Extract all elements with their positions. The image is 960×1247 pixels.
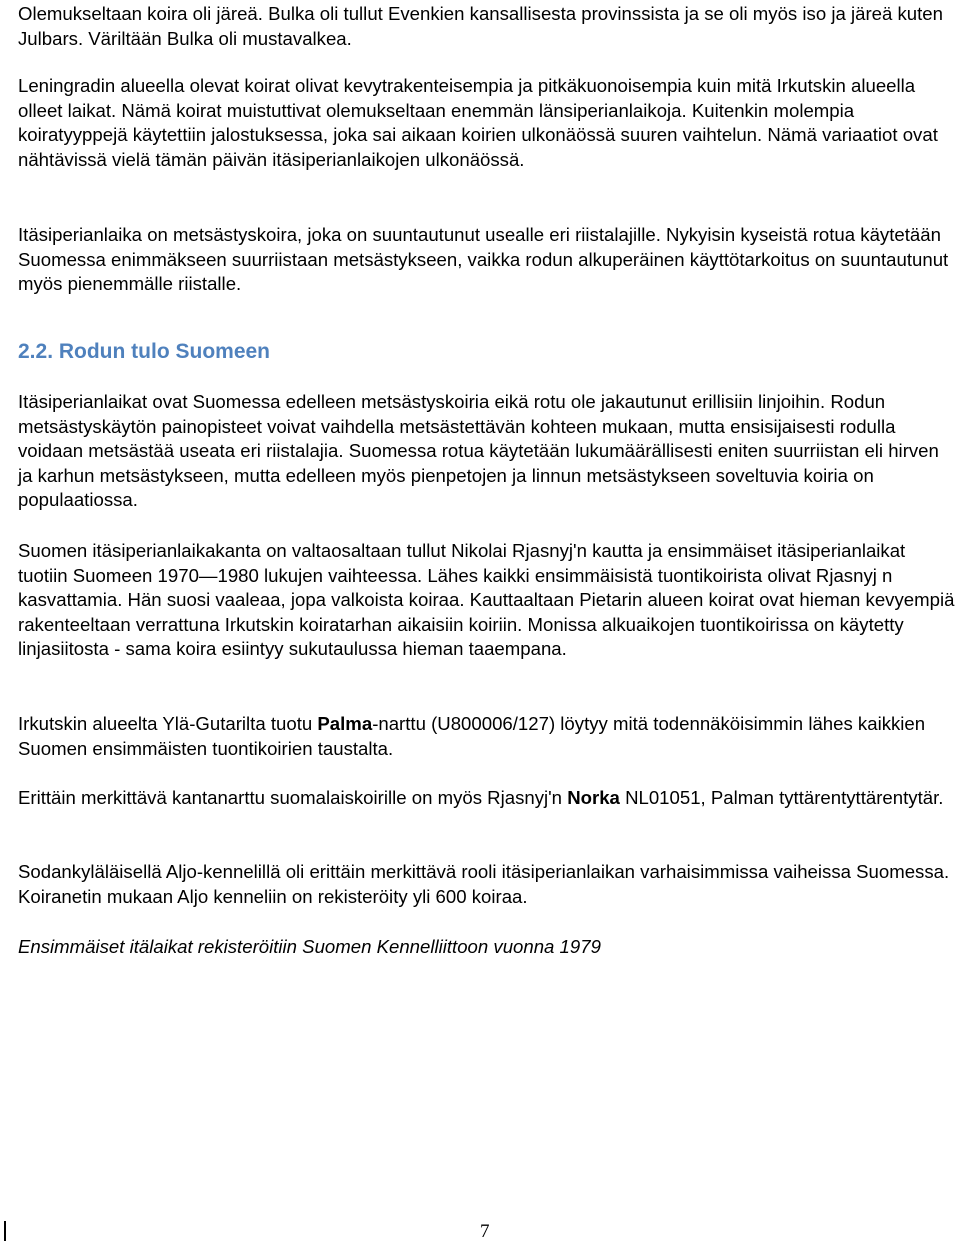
- paragraph-2: Leningradin alueella olevat koirat olivat kevytrakenteisempia ja pitkäkuonoisempia kuin mitä Irkutskin alueella olleet laikat. Nämä koirat muistuttivat olemukseltaan enemmän länsiperianlaikoja. Kuitenkin molempia koiratyyppejä käytettiin jalostuksessa, joka sai aikaan koirien ulkonäössä suuren vaihtelun. Nämä variaatiot ovat nähtävissä vielä tämän päivän itäsiperianlaikojen ulkonäössä.: [18, 75, 938, 170]
- dog-name-norka: Norka: [567, 787, 620, 808]
- paragraph-9-italic: Ensimmäiset itälaikat rekisteröitiin Suomen Kennelliittoon vuonna 1979: [18, 936, 601, 957]
- paragraph-7-text-after: NL01051, Palman tyttärentyttärentytär.: [619, 787, 944, 808]
- paragraph-4: Itäsiperianlaikat ovat Suomessa edelleen metsästyskoiria eikä rotu ole jakautunut erillisiin linjoihin. Rodun metsästyskäytön painopisteet voivat vaihdella metsästettävän kohteen mukaan, mutta ensisijaisesti rodulla voidaan metsästää useata eri riistalajia. Suomessa rotua käytetään lukumäärällisesti eniten suurriistan eli hirven ja karhun metsästykseen, mutta edelleen myös pienpetojen ja linnun metsästykseen soveltuvia koiria on populaatiossa.: [18, 391, 939, 511]
- paragraph-6-text-before: Irkutskin alueelta Ylä-Gutarilta tuotu: [18, 713, 318, 734]
- section-heading: 2.2. Rodun tulo Suomeen: [18, 340, 271, 363]
- paragraph-7-text-before: Erittäin merkittävä kantanarttu suomalaiskoirille on myös Rjasnyj'n: [18, 787, 568, 808]
- paragraph-7: [18, 786, 943, 811]
- paragraph-8: Sodankyläläisellä Aljo-kennelillä oli erittäin merkittävä rooli itäsiperianlaikan varhaisimmissa vaiheissa Suomessa. Koiranetin mukaan Aljo kenneliin on rekisteröity yli 600 koiraa.: [18, 861, 950, 907]
- paragraph-5: Suomen itäsiperianlaikakanta on valtaosaltaan tullut Nikolai Rjasnyj'n kautta ja ensimmäiset itäsiperianlaikat tuotiin Suomeen 1970—1980 lukujen vaihteessa. Lähes kaikki ensimmäisistä tuontikoirista olivat Rjasnyj n kasvattamia. Hän suosi vaaleaa, jopa valkoista koiraa. Kauttaaltaan Pietarin alueen koirat ovat hieman kevyempiä rakenteeltaan verrattuna Irkutskin koiratarhan aikaisiin koiriin. Monissa alkuaikojen tuontikoirissa on käytetty linjasiitosta - sama koira esiintyy sukutaulussa hieman taaempana.: [18, 540, 955, 660]
- paragraph-6: [18, 712, 958, 761]
- dog-name-palma: Palma: [317, 713, 373, 734]
- paragraph-6-text-after: -narttu (U800006/127) löytyy mitä todennäköisimmin lähes kaikkien Suomen ensimmäisten tuontikoirien taustalta.: [18, 713, 926, 759]
- paragraph-3: Itäsiperianlaika on metsästyskoira, joka on suuntautunut usealle eri riistalajille. Nykyisin kyseistä rotua käytetään Suomessa enimmäkseen suurriistaan metsästykseen, vaikka rodun alkuperäinen käyttötarkoitus on suuntautunut myös pienemmälle riistalle.: [18, 224, 949, 295]
- footer-margin-line: [4, 1221, 6, 1241]
- page-number: 7: [480, 1221, 490, 1242]
- paragraph-1: Olemukseltaan koira oli järeä. Bulka oli tullut Evenkien kansallisesta provinssista ja se oli myös iso ja järeä kuten Julbars. Väriltään Bulka oli mustavalkea.: [18, 3, 943, 49]
